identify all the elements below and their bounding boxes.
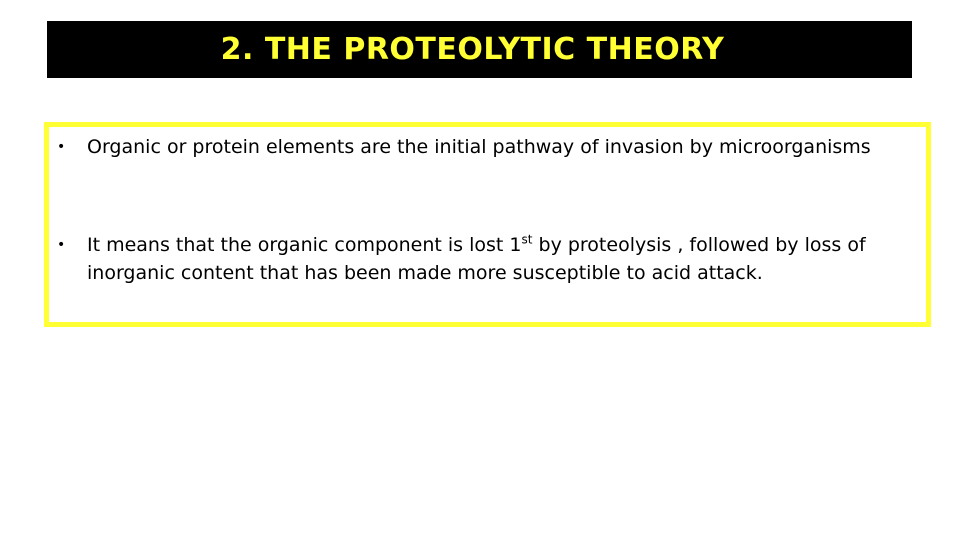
- bullet-text-end: by proteolysis , followed by loss of inorganic content that has been made more susceptible to acid attack.: [87, 234, 866, 284]
- bullet-text: [57, 231, 927, 287]
- content-box: [44, 122, 931, 327]
- title-banner: [47, 21, 912, 78]
- bullet-text-start: It means that the organic component is lost 1: [87, 234, 522, 256]
- bullet-item: [57, 133, 927, 161]
- slide-title: 2. THE PROTEOLYTIC THEORY: [220, 32, 725, 67]
- ordinal-superscript: st: [521, 232, 533, 247]
- bullet-icon: •: [57, 139, 66, 155]
- bullet-text: Organic or protein elements are the initial pathway of invasion by microorganisms: [87, 136, 871, 158]
- bullet-item: [57, 231, 927, 287]
- bullet-icon: •: [57, 237, 66, 253]
